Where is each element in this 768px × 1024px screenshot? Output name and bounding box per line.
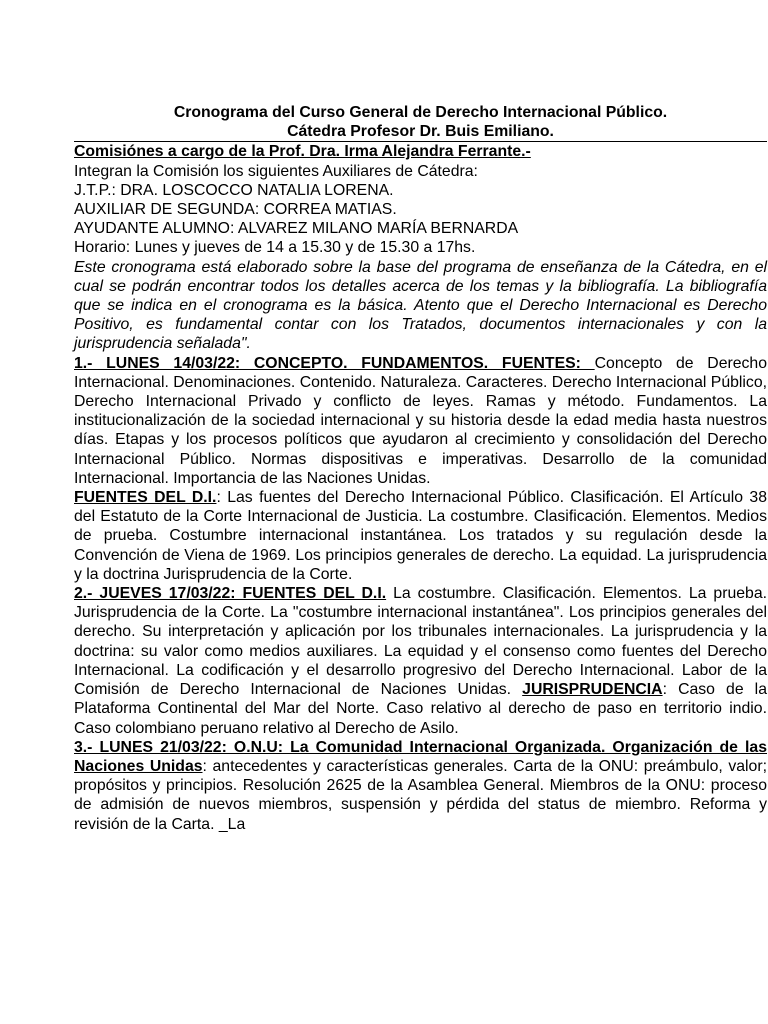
jurisprudencia-heading: JURISPRUDENCIA (522, 681, 663, 699)
session-3-body: : antecedentes y características generales. Carta de la ONU: preámbulo, valor; propósitos y principios. Resolución 2625 de la Asamblea General. Miembros de la ONU: proceso de admisión de nuevos miembros, suspensión y pérdida del status de miembro. Reforma y revisión de la Carta. _La (74, 757, 767, 833)
document-page (74, 103, 767, 834)
session-1-body: Concepto de Derecho Internacional. Denominaciones. Contenido. Naturaleza. Caracteres. Derecho Internacional Público, Derecho Internacional Privado y conflicto de leyes. Ramas y método. Fundamentos. La institucionalización de la sociedad internacional y su historia desde la edad media hasta nuestros días. Etapas y los procesos políticos que ayudaron al crecimiento y consolidación del Derecho Internacional Público. Normas dispositivas e imperativas. Desarrollo de la comunidad Internacional. Importancia de las Naciones Unidas. (74, 354, 767, 487)
session-3 (74, 738, 767, 834)
auxiliar-line: AUXILIAR DE SEGUNDA: CORREA MATIAS. (74, 201, 397, 219)
session-1-heading: 1.- LUNES 14/03/22: CONCEPTO. FUNDAMENTOS. FUENTES: (74, 354, 595, 372)
commissions-text: Comisiónes a cargo de la Prof. Dra. Irma Alejandra Ferrante.- (74, 143, 531, 161)
session-1-sources (74, 488, 767, 584)
title-line-2: Cátedra Profesor Dr. Buis Emiliano. (74, 122, 767, 142)
program-note: Este cronograma está elaborado sobre la base del programa de enseñanza de la Cátedra, en el cual se podrán encontrar todos los detalles acerca de los temas y la bibliografía. La bibliografía que se indica en el cronograma es la básica. Atento que el Derecho Internacional es Derecho Positivo, es fundamental contar con los Tratados, documentos internacionales y con la jurisprudencia señalada". (74, 258, 767, 353)
document-title (74, 103, 767, 142)
jtp-line: J.T.P.: DRA. LOSCOCCO NATALIA LORENA. (74, 181, 394, 199)
session-2 (74, 584, 767, 738)
session-2-heading: 2.- JUEVES 17/03/22: FUENTES DEL D.I. (74, 585, 387, 603)
ayudante-line: AYUDANTE ALUMNO: ALVAREZ MILANO MARÍA BERNARDA (74, 220, 519, 238)
session-1 (74, 354, 767, 488)
session-3-heading: 3.- LUNES 21/03/22: O.N.U: La Comunidad Internacional Organizada. Organización de las Naciones Unidas (74, 738, 767, 775)
commissions-line (74, 142, 767, 161)
sources-body: : Las fuentes del Derecho Internacional Público. Clasificación. El Artículo 38 del Estatuto de la Corte Internacional de Justicia. La costumbre. Clasificación. Elementos. Medios de prueba. Costumbre internacional instantánea. Los tratados y su regulación desde la Convención de Viena de 1969. Los principios generales de derecho. La equidad. La jurisprudencia y la doctrina Jurisprudencia de la Corte. (74, 489, 768, 583)
schedule-line: Horario: Lunes y jueves de 14 a 15.30 y de 15.30 a 17hs. (74, 239, 476, 257)
session-2-body: La costumbre. Clasificación. Elementos. La prueba. Jurisprudencia de la Corte. La "costumbre internacional instantánea". Los principios generales del derecho. Su interpretación y aplicación por los tribunales internacionales. La jurisprudencia y la doctrina: su valor como medios auxiliares. La equidad y el consenso como fuentes del Derecho Internacional. La codificación y el desarrollo progresivo del Derecho Internacional. Labor de la Comisión de Derecho Internacional de Naciones Unidas. (74, 585, 768, 699)
auxiliaries-intro: Integran la Comisión los siguientes Auxiliares de Cátedra: (74, 162, 478, 180)
title-line-1: Cronograma del Curso General de Derecho Internacional Público. (173, 104, 668, 121)
sources-heading: FUENTES DEL D.I. (74, 489, 217, 507)
session-2-cases: : Caso de la Plataforma Continental del Mar del Norte. Caso relativo al derecho de paso en territorio indio. Caso colombiano peruano relativo al Derecho de Asilo. (74, 681, 767, 737)
